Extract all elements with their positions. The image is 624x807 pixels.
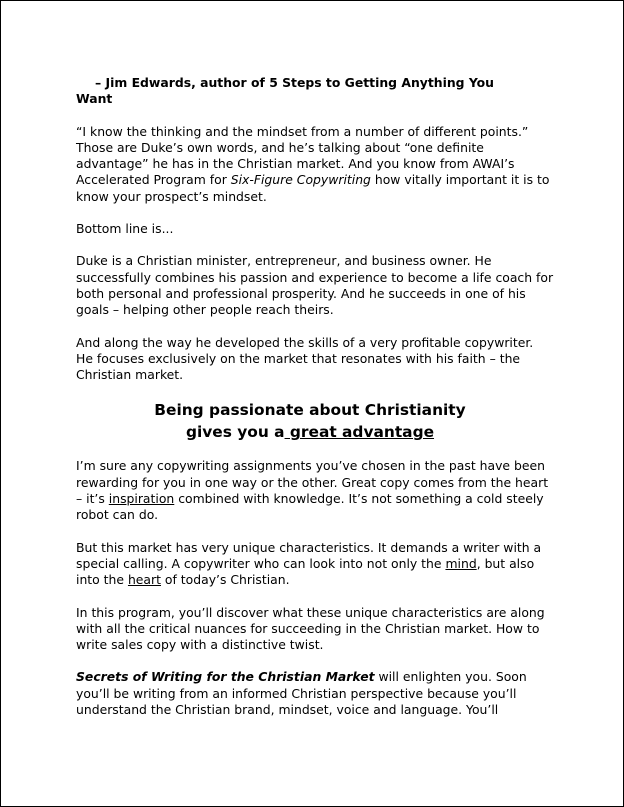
paragraph-unique-market — [76, 540, 554, 589]
paragraph-inspiration-text-a: I’m sure any copywriting assignments you’ve chosen in the past have been rewarding for you in one way or the other. Great copy comes from the heart – it’s — [76, 458, 549, 507]
inspiration-underlined: inspiration — [108, 491, 175, 507]
heading-line-2-underlined: great advantage — [284, 423, 435, 442]
paragraph-inspiration — [76, 458, 554, 523]
paragraph-unique-text-a: But this market has very unique characteristics. It demands a writer with a special calling. A copywriter who can look into not only the — [76, 539, 542, 571]
paragraph-duke-bio: Duke is a Christian minister, entrepreneur, and business owner. He successfully combines his passion and experience to become a life coach for both personal and professional prosperity. And he succeeds in one of his goals – helping other people reach theirs. — [76, 253, 554, 318]
paragraph-copywriter: And along the way he developed the skills of a very profitable copywriter. He focuses exclusively on the market that resonates with his faith – the Christian market. — [76, 334, 534, 383]
heading-line-2-a: gives you a — [185, 423, 285, 442]
paragraph-mindset — [76, 124, 554, 205]
paragraph-program: In this program, you’ll discover what these unique characteristics are along with all the critical nuances for succeeding in the Christian market. How to write sales copy with a distinctive twist. — [76, 604, 545, 653]
attribution-line-2: Want — [76, 91, 113, 107]
paragraph-inspiration-text-b: combined with knowledge. It’s not something a cold steely robot can do. — [76, 491, 544, 523]
paragraph-unique-text-b: , but also into the — [76, 555, 535, 588]
attribution-line-1: – Jim Edwards, author of 5 Steps to Getting Anything You — [95, 75, 495, 90]
heart-underlined: heart — [127, 572, 161, 588]
paragraph-unique-text-c: of today’s Christian. — [160, 572, 290, 588]
paragraph-secrets — [76, 669, 554, 718]
program-title-italic: Six-Figure Copywriting — [230, 172, 371, 188]
paragraph-mindset-text-b: how vitally important it is to know your prospect’s mindset. — [76, 172, 550, 204]
paragraph-bottom-line: Bottom line is... — [76, 221, 174, 237]
page-content — [76, 75, 554, 734]
paragraph-secrets-text: will enlighten you. Soon you’ll be writing from an informed Christian perspective because you’ll understand the Christian brand, mindset, voice and language. You’ll — [76, 669, 527, 718]
section-heading — [76, 399, 554, 443]
testimonial-attribution — [76, 75, 554, 108]
book-title-bold-italic: Secrets of Writing for the Christian Market — [76, 669, 375, 685]
mind-underlined: mind — [445, 555, 477, 571]
paragraph-mindset-text-a: “I know the thinking and the mindset from a number of different points.” Those are Duke’s own words, and he’s talking about “one definite advantage” he has in the Christian market. And you know from AWAI’s Accelerated Program for — [76, 123, 529, 188]
heading-line-1: Being passionate about Christianity — [154, 401, 466, 420]
